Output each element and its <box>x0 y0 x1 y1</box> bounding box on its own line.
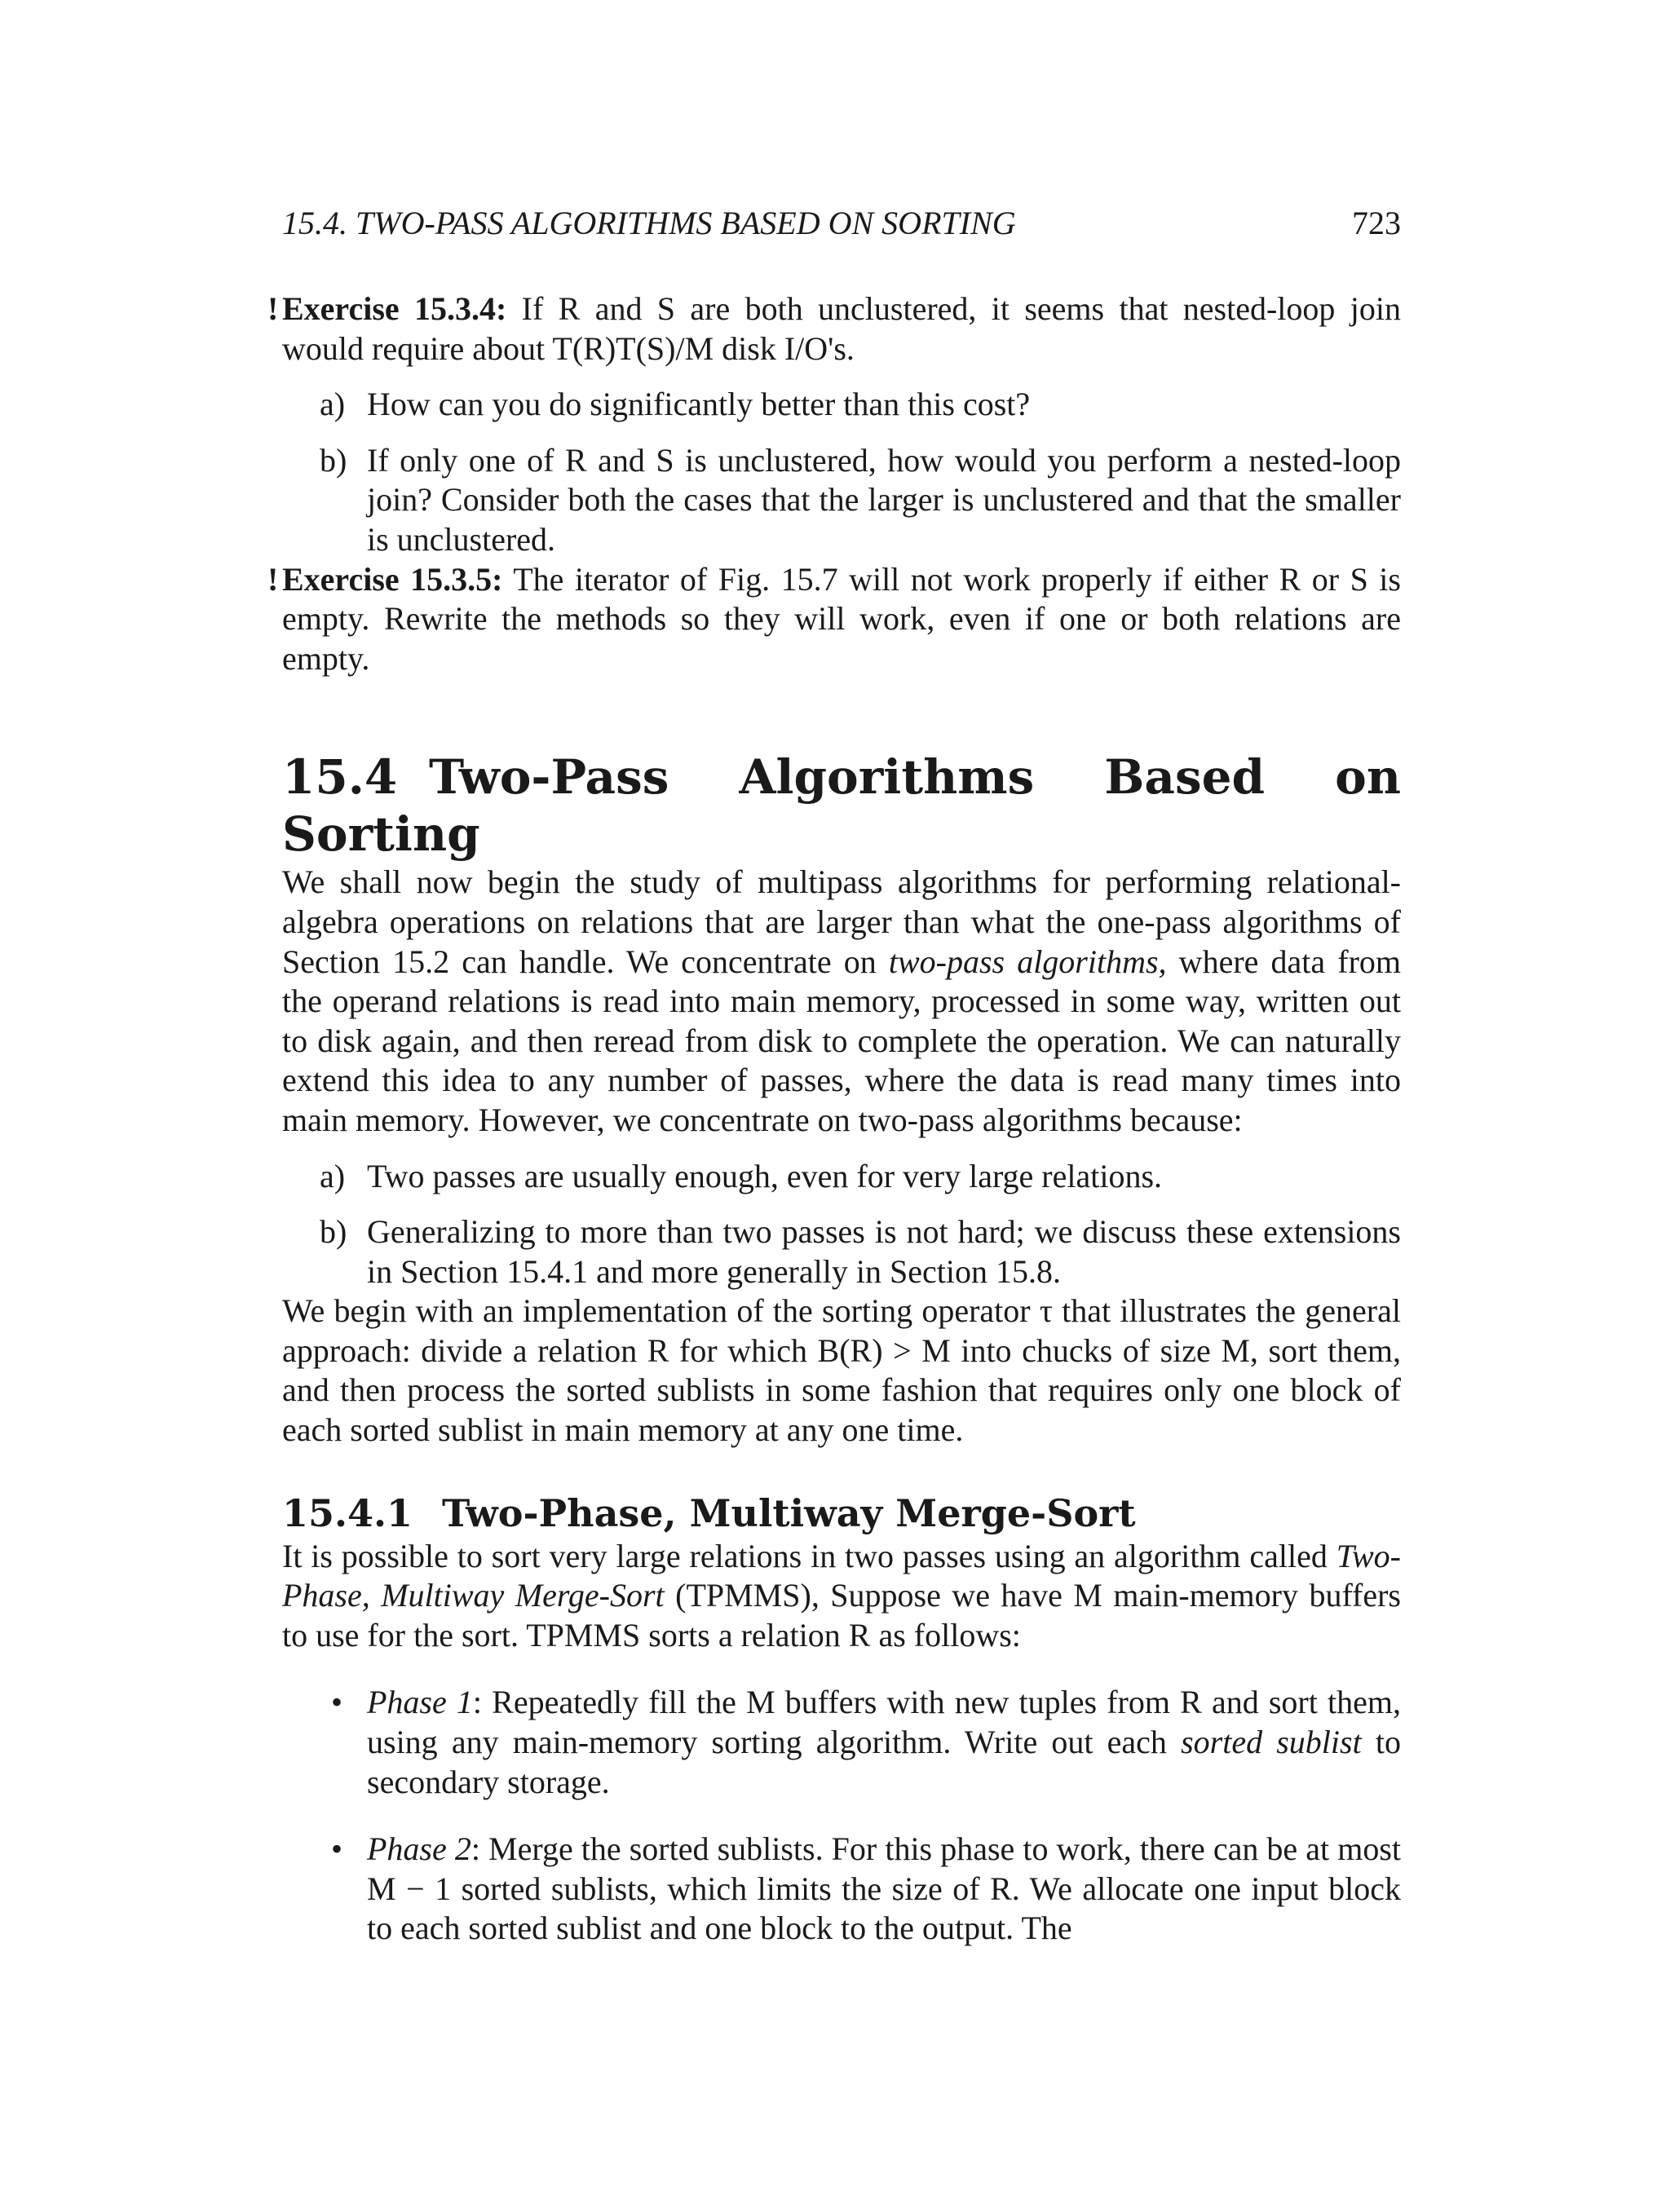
subsection-heading <box>282 1490 1401 1537</box>
list-item-text: Generalizing to more than two passes is not hard; we discuss these extensions in Section 15.4.1 and more generally in Section 15.8. <box>367 1213 1401 1290</box>
list-item <box>282 1683 1401 1802</box>
phase-text-2: to secondary storage. <box>367 1724 1401 1800</box>
list-marker: b) <box>320 441 347 479</box>
phase-emphasis: sorted sublist <box>1181 1724 1362 1761</box>
difficulty-mark: ! <box>267 560 279 598</box>
list-marker: b) <box>320 1213 347 1251</box>
list-item <box>282 441 1401 560</box>
list-item-text: How can you do significantly better than this cost? <box>367 386 1031 423</box>
list-item <box>282 1212 1401 1291</box>
intro-emphasis: two-pass algorithms, <box>888 943 1167 980</box>
phase-text-1: : Repeatedly fill the M buffers with new tuples from R and sort them, using any main-memory sorting algorithm. Write out each <box>367 1684 1401 1761</box>
page-body <box>267 289 1402 1949</box>
subsection-number: 15.4.1 <box>282 1490 413 1535</box>
difficulty-mark: ! <box>267 290 279 327</box>
section-heading <box>282 748 1401 863</box>
reasons-list <box>282 1157 1401 1292</box>
para-text-1: It is possible to sort very large relations in two passes using an algorithm called <box>282 1537 1336 1574</box>
exercise-text: The iterator of Fig. 15.7 will not work properly if either R or S is empty. Rewrite the methods so they will work, even if one or both relations are empty. <box>282 560 1401 677</box>
page-number: 723 <box>1352 205 1401 241</box>
subsection-title: Two-Phase, Multiway Merge-Sort <box>442 1490 1136 1535</box>
running-head <box>282 202 1401 245</box>
phase-text-1: : Merge the sorted sublists. For this phase to work, there can be at most M − 1 sorted sublists, which limits the size of R. We allocate one input block to each sorted sublist and one block to the output. The <box>367 1830 1401 1947</box>
phase-label: Phase 1 <box>367 1684 473 1721</box>
list-item-text: If only one of R and S is unclustered, how would you perform a nested-loop join? Consider both the cases that the larger is unclustered and that the smaller is unclustered. <box>367 441 1401 558</box>
section-intro <box>282 863 1401 1140</box>
exercise-15-3-4-items <box>282 385 1401 559</box>
para-text-2: (TPMMS), Suppose we have M main-memory buffers to use for the sort. TPMMS sorts a relation R as follows: <box>282 1577 1401 1653</box>
phases-list <box>282 1683 1401 1949</box>
exercise-15-3-4 <box>267 289 1401 369</box>
para-emphasis: Two-Phase, Multiway Merge-Sort <box>282 1537 1401 1614</box>
running-head-title: 15.4. TWO-PASS ALGORITHMS BASED ON SORTING <box>282 205 1016 241</box>
list-item <box>282 1157 1401 1197</box>
list-item <box>282 385 1401 425</box>
bullet-marker: • <box>331 1684 343 1721</box>
section-title: Two-Pass Algorithms Based on Sorting <box>282 749 1401 863</box>
subsection-paragraph <box>282 1537 1401 1656</box>
exercise-label: Exercise 15.3.4: <box>282 290 507 327</box>
intro-text-1: We shall now begin the study of multipass algorithms for performing relational-algebra operations on relations that are larger than what the one-pass algorithms of Section 15.2 can handle. We concentrate on <box>282 863 1401 980</box>
list-marker: a) <box>320 386 346 423</box>
exercise-label: Exercise 15.3.5: <box>282 560 503 598</box>
section-closing-paragraph: We begin with an implementation of the sorting operator τ that illustrates the general approach: divide a relation R for which B(R) > M into chucks of size M, sort them, and then process the sorted sublists in some fashion that requires only one block of each sorted sublist in main memory at any one time. <box>282 1292 1401 1449</box>
intro-text-2: where data from the operand relations is read into main memory, processed in some way, written out to disk again, and then reread from disk to complete the operation. We can naturally extend this idea to any number of passes, where the data is read many times into main memory. However, we concentrate on two-pass algorithms because: <box>282 943 1402 1138</box>
bullet-marker: • <box>331 1830 343 1868</box>
list-marker: a) <box>320 1157 346 1194</box>
exercise-15-3-5 <box>267 560 1401 679</box>
section-number: 15.4 <box>282 749 398 806</box>
exercise-text: If R and S are both unclustered, it seems that nested-loop join would require about T(R)T(S)/M disk I/O's. <box>282 290 1401 367</box>
list-item-text: Two passes are usually enough, even for very large relations. <box>367 1157 1163 1194</box>
list-item <box>282 1830 1401 1949</box>
phase-label: Phase 2 <box>367 1830 471 1868</box>
